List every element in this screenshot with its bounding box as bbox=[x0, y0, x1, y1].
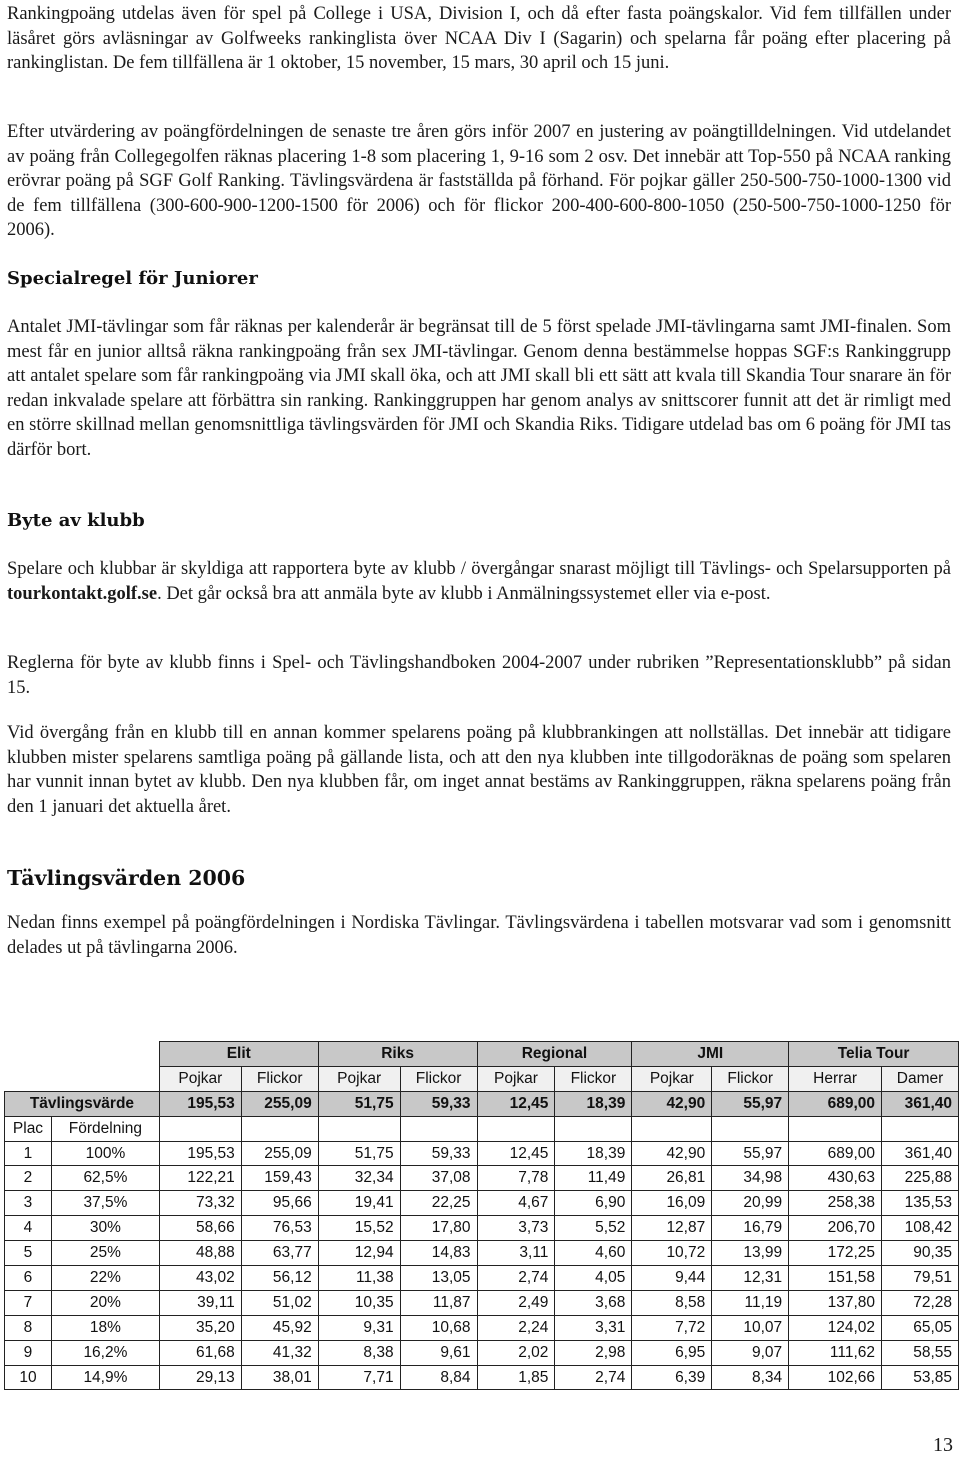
value-cell: 12,94 bbox=[318, 1241, 400, 1266]
value-cell: 1,85 bbox=[477, 1365, 555, 1390]
fordelning-header: Fördelning bbox=[51, 1116, 159, 1141]
value-cell: 8,58 bbox=[632, 1290, 712, 1315]
value-cell: 38,01 bbox=[241, 1365, 318, 1390]
point-distribution-table bbox=[4, 1041, 959, 1390]
value-cell: 48,88 bbox=[159, 1241, 241, 1266]
group-header: Elit bbox=[159, 1042, 318, 1067]
value-cell: 19,41 bbox=[318, 1191, 400, 1216]
paragraph-club-change-rules: Reglerna för byte av klubb finns i Spel- och Tävlingshandboken 2004-2007 under rubriken ”Representationsklubb” på sidan 15. bbox=[7, 653, 951, 698]
value-cell: 73,32 bbox=[159, 1191, 241, 1216]
empty-cell bbox=[241, 1116, 318, 1141]
value-cell: 7,78 bbox=[477, 1166, 555, 1191]
value-cell: 11,87 bbox=[400, 1290, 477, 1315]
value-cell: 43,02 bbox=[159, 1266, 241, 1291]
tavlingsvarde-value: 51,75 bbox=[318, 1091, 400, 1116]
table-plac-header-row bbox=[5, 1116, 959, 1141]
value-cell: 225,88 bbox=[882, 1166, 959, 1191]
group-header: Telia Tour bbox=[789, 1042, 959, 1067]
value-cell: 90,35 bbox=[882, 1241, 959, 1266]
table-row bbox=[5, 1241, 959, 1266]
value-cell: 65,05 bbox=[882, 1315, 959, 1340]
tavlingsvarde-value: 55,97 bbox=[712, 1091, 789, 1116]
plac-cell: 4 bbox=[5, 1216, 52, 1241]
value-cell: 3,68 bbox=[555, 1290, 632, 1315]
fordelning-cell: 18% bbox=[51, 1315, 159, 1340]
fordelning-cell: 14,9% bbox=[51, 1365, 159, 1390]
fordelning-cell: 22% bbox=[51, 1266, 159, 1291]
value-cell: 11,19 bbox=[712, 1290, 789, 1315]
value-cell: 53,85 bbox=[882, 1365, 959, 1390]
page-number: 13 bbox=[933, 1434, 953, 1456]
plac-header: Plac bbox=[5, 1116, 52, 1141]
tavlingsvarde-value: 255,09 bbox=[241, 1091, 318, 1116]
tavlingsvarde-value: 195,53 bbox=[159, 1091, 241, 1116]
value-cell: 35,20 bbox=[159, 1315, 241, 1340]
empty-cell bbox=[159, 1116, 241, 1141]
value-cell: 9,07 bbox=[712, 1340, 789, 1365]
column-subheader: Herrar bbox=[789, 1066, 882, 1091]
tavlingsvarde-value: 59,33 bbox=[400, 1091, 477, 1116]
value-cell: 206,70 bbox=[789, 1216, 882, 1241]
value-cell: 61,68 bbox=[159, 1340, 241, 1365]
tourkontakt-link[interactable]: tourkontakt.golf.se bbox=[7, 583, 158, 604]
empty-cell bbox=[632, 1116, 712, 1141]
empty-cell bbox=[555, 1116, 632, 1141]
table-row bbox=[5, 1365, 959, 1390]
column-subheader: Damer bbox=[882, 1066, 959, 1091]
table-row bbox=[5, 1216, 959, 1241]
column-subheader: Pojkar bbox=[159, 1066, 241, 1091]
value-cell: 8,84 bbox=[400, 1365, 477, 1390]
value-cell: 63,77 bbox=[241, 1241, 318, 1266]
value-cell: 42,90 bbox=[632, 1141, 712, 1166]
plac-cell: 10 bbox=[5, 1365, 52, 1390]
plac-cell: 2 bbox=[5, 1166, 52, 1191]
empty-cell bbox=[318, 1116, 400, 1141]
column-subheader: Pojkar bbox=[632, 1066, 712, 1091]
value-cell: 13,99 bbox=[712, 1241, 789, 1266]
tavlingsvarde-value: 361,40 bbox=[882, 1091, 959, 1116]
value-cell: 59,33 bbox=[400, 1141, 477, 1166]
paragraph-college-ranking: Rankingpoäng utdelas även för spel på College i USA, Division I, och då efter fasta poängskalor. Vid fem tillfällen under läsåret görs avläsningar av Golfweeks rankinglista över NCAA Div I (Sagarin) och spelarna får poäng efter placering på rankinglistan. De fem tillfällena är 1 oktober, 15 november, 15 mars, 30 april och 15 juni. bbox=[7, 4, 951, 74]
value-cell: 4,67 bbox=[477, 1191, 555, 1216]
fordelning-cell: 16,2% bbox=[51, 1340, 159, 1365]
value-cell: 55,97 bbox=[712, 1141, 789, 1166]
value-cell: 111,62 bbox=[789, 1340, 882, 1365]
value-cell: 10,35 bbox=[318, 1290, 400, 1315]
value-cell: 137,80 bbox=[789, 1290, 882, 1315]
table-row bbox=[5, 1166, 959, 1191]
value-cell: 124,02 bbox=[789, 1315, 882, 1340]
value-cell: 255,09 bbox=[241, 1141, 318, 1166]
tavlingsvarde-value: 18,39 bbox=[555, 1091, 632, 1116]
fordelning-cell: 20% bbox=[51, 1290, 159, 1315]
value-cell: 3,11 bbox=[477, 1241, 555, 1266]
group-header: Regional bbox=[477, 1042, 632, 1067]
heading-tavlingsvarden-2006: Tävlingsvärden 2006 bbox=[7, 866, 246, 890]
value-cell: 159,43 bbox=[241, 1166, 318, 1191]
empty-cell bbox=[477, 1116, 555, 1141]
value-cell: 6,90 bbox=[555, 1191, 632, 1216]
value-cell: 56,12 bbox=[241, 1266, 318, 1291]
value-cell: 9,31 bbox=[318, 1315, 400, 1340]
table-group-header-row bbox=[5, 1042, 959, 1067]
column-subheader: Flickor bbox=[555, 1066, 632, 1091]
value-cell: 430,63 bbox=[789, 1166, 882, 1191]
table-row bbox=[5, 1315, 959, 1340]
value-cell: 41,32 bbox=[241, 1340, 318, 1365]
plac-cell: 1 bbox=[5, 1141, 52, 1166]
paragraph-table-intro: Nedan finns exempel på poängfördelningen i Nordiska Tävlingar. Tävlingsvärdena i tabellen motsvarar vad som i genomsnitt delades ut på tävlingarna 2006. bbox=[7, 913, 951, 958]
value-cell: 18,39 bbox=[555, 1141, 632, 1166]
value-cell: 2,02 bbox=[477, 1340, 555, 1365]
value-cell: 11,49 bbox=[555, 1166, 632, 1191]
plac-cell: 9 bbox=[5, 1340, 52, 1365]
empty-cell bbox=[712, 1116, 789, 1141]
column-subheader: Flickor bbox=[400, 1066, 477, 1091]
paragraph-point-adjustment: Efter utvärdering av poängfördelningen de senaste tre åren görs inför 2007 en justering av poängtilldelningen. Vid utdelandet av poäng från Collegegolfen räknas placering 1-8 som placering 1, 9-16 som 2 osv. Det innebär att Top-550 på NCAA ranking erövrar poäng på SGF Golf Ranking. Tävlingsvärdena är fastställda på förhand. För pojkar gäller 250-500-750-1000-1300 vid de fem tillfällena (300-600-900-1200-1500 för 2006) och för flickor 200-400-600-800-1050 (250-500-750-1000-1250 för 2006). bbox=[7, 122, 951, 241]
value-cell: 58,55 bbox=[882, 1340, 959, 1365]
value-cell: 8,38 bbox=[318, 1340, 400, 1365]
plac-cell: 5 bbox=[5, 1241, 52, 1266]
value-cell: 10,07 bbox=[712, 1315, 789, 1340]
value-cell: 172,25 bbox=[789, 1241, 882, 1266]
value-cell: 7,71 bbox=[318, 1365, 400, 1390]
value-cell: 32,34 bbox=[318, 1166, 400, 1191]
empty-cell bbox=[400, 1116, 477, 1141]
tavlingsvarde-value: 689,00 bbox=[789, 1091, 882, 1116]
paragraph-jmi-rule: Antalet JMI-tävlingar som får räknas per kalenderår är begränsat till de 5 först spelade JMI-tävlingarna samt JMI-finalen. Som mest får en junior alltså räkna rankingpoäng från sex JMI-tävlingar. Genom denna bestämmelse hoppas SGF:s Rankinggrupp att antalet spelare som får rankingpoäng via JMI skall öka, och att JMI skall bli ett sätt att kvala till Skandia Tour snarare än för redan inkvalade spelare att förbättra sin ranking. Rankinggruppen har genom analys av snittscorer funnit att det är rimligt med en större skillnad mellan genomsnittliga tävlingsvärden för JMI och Skandia Riks. Tidigare utdelad bas om 6 poäng för JMI tas därför bort. bbox=[7, 317, 951, 460]
column-subheader: Flickor bbox=[712, 1066, 789, 1091]
value-cell: 34,98 bbox=[712, 1166, 789, 1191]
value-cell: 6,95 bbox=[632, 1340, 712, 1365]
value-cell: 12,87 bbox=[632, 1216, 712, 1241]
value-cell: 8,34 bbox=[712, 1365, 789, 1390]
group-header: JMI bbox=[632, 1042, 789, 1067]
value-cell: 9,44 bbox=[632, 1266, 712, 1291]
value-cell: 2,74 bbox=[555, 1365, 632, 1390]
table-row bbox=[5, 1266, 959, 1291]
value-cell: 76,53 bbox=[241, 1216, 318, 1241]
value-cell: 95,66 bbox=[241, 1191, 318, 1216]
value-cell: 122,21 bbox=[159, 1166, 241, 1191]
paragraph-report-club-change bbox=[7, 557, 951, 606]
group-header: Riks bbox=[318, 1042, 477, 1067]
table-corner-empty bbox=[5, 1042, 160, 1067]
value-cell: 58,66 bbox=[159, 1216, 241, 1241]
value-cell: 2,24 bbox=[477, 1315, 555, 1340]
value-cell: 17,80 bbox=[400, 1216, 477, 1241]
column-subheader: Flickor bbox=[241, 1066, 318, 1091]
table-corner-empty bbox=[5, 1066, 160, 1091]
value-cell: 4,05 bbox=[555, 1266, 632, 1291]
tavlingsvarde-label: Tävlingsvärde bbox=[5, 1091, 160, 1116]
table-subheader-row bbox=[5, 1066, 959, 1091]
value-cell: 4,60 bbox=[555, 1241, 632, 1266]
value-cell: 16,79 bbox=[712, 1216, 789, 1241]
empty-cell bbox=[882, 1116, 959, 1141]
value-cell: 2,49 bbox=[477, 1290, 555, 1315]
value-cell: 2,74 bbox=[477, 1266, 555, 1291]
p4-text-c: . Det går också bra att anmäla byte av klubb i Anmälningssystemet eller via e-post. bbox=[157, 583, 771, 604]
tavlingsvarde-value: 12,45 bbox=[477, 1091, 555, 1116]
value-cell: 2,98 bbox=[555, 1340, 632, 1365]
value-cell: 20,99 bbox=[712, 1191, 789, 1216]
value-cell: 195,53 bbox=[159, 1141, 241, 1166]
value-cell: 22,25 bbox=[400, 1191, 477, 1216]
heading-byte-av-klubb: Byte av klubb bbox=[7, 510, 145, 531]
paragraph-club-ranking-reset: Vid övergång från en klubb till en annan kommer spelarens poäng på klubbrankingen att nollställas. Det innebär att tidigare klubben mister spelarens samtliga poäng på gällande lista, och att den nya klubben inte tillgodoräknas de poäng som spelaren har vunnit innan bytet av klubb. Den nya klubben får, om inget annat bestäms av Rankinggruppen, räkna spelarens poäng från den 1 januari det aktuella året. bbox=[7, 723, 951, 817]
column-subheader: Pojkar bbox=[318, 1066, 400, 1091]
value-cell: 14,83 bbox=[400, 1241, 477, 1266]
table-row bbox=[5, 1340, 959, 1365]
value-cell: 151,58 bbox=[789, 1266, 882, 1291]
table-row bbox=[5, 1290, 959, 1315]
value-cell: 45,92 bbox=[241, 1315, 318, 1340]
plac-cell: 3 bbox=[5, 1191, 52, 1216]
value-cell: 5,52 bbox=[555, 1216, 632, 1241]
fordelning-cell: 37,5% bbox=[51, 1191, 159, 1216]
fordelning-cell: 25% bbox=[51, 1241, 159, 1266]
p4-text-a: Spelare och klubbar är skyldiga att rapportera byte av klubb / övergångar snarast möjligt till Tävlings- och Spelarsupporten på bbox=[7, 559, 951, 579]
value-cell: 135,53 bbox=[882, 1191, 959, 1216]
value-cell: 16,09 bbox=[632, 1191, 712, 1216]
plac-cell: 8 bbox=[5, 1315, 52, 1340]
value-cell: 51,02 bbox=[241, 1290, 318, 1315]
table-tavlingsvarde-row bbox=[5, 1091, 959, 1116]
value-cell: 6,39 bbox=[632, 1365, 712, 1390]
value-cell: 39,11 bbox=[159, 1290, 241, 1315]
value-cell: 361,40 bbox=[882, 1141, 959, 1166]
plac-cell: 6 bbox=[5, 1266, 52, 1291]
value-cell: 51,75 bbox=[318, 1141, 400, 1166]
empty-cell bbox=[789, 1116, 882, 1141]
value-cell: 29,13 bbox=[159, 1365, 241, 1390]
value-cell: 79,51 bbox=[882, 1266, 959, 1291]
value-cell: 258,38 bbox=[789, 1191, 882, 1216]
fordelning-cell: 100% bbox=[51, 1141, 159, 1166]
table-row bbox=[5, 1141, 959, 1166]
value-cell: 10,68 bbox=[400, 1315, 477, 1340]
value-cell: 10,72 bbox=[632, 1241, 712, 1266]
value-cell: 7,72 bbox=[632, 1315, 712, 1340]
plac-cell: 7 bbox=[5, 1290, 52, 1315]
value-cell: 12,31 bbox=[712, 1266, 789, 1291]
value-cell: 689,00 bbox=[789, 1141, 882, 1166]
value-cell: 3,31 bbox=[555, 1315, 632, 1340]
value-cell: 15,52 bbox=[318, 1216, 400, 1241]
value-cell: 9,61 bbox=[400, 1340, 477, 1365]
tavlingsvarde-value: 42,90 bbox=[632, 1091, 712, 1116]
value-cell: 37,08 bbox=[400, 1166, 477, 1191]
fordelning-cell: 62,5% bbox=[51, 1166, 159, 1191]
value-cell: 72,28 bbox=[882, 1290, 959, 1315]
value-cell: 11,38 bbox=[318, 1266, 400, 1291]
value-cell: 3,73 bbox=[477, 1216, 555, 1241]
value-cell: 13,05 bbox=[400, 1266, 477, 1291]
value-cell: 102,66 bbox=[789, 1365, 882, 1390]
value-cell: 12,45 bbox=[477, 1141, 555, 1166]
fordelning-cell: 30% bbox=[51, 1216, 159, 1241]
value-cell: 108,42 bbox=[882, 1216, 959, 1241]
heading-juniorer: Specialregel för Juniorer bbox=[7, 268, 258, 289]
column-subheader: Pojkar bbox=[477, 1066, 555, 1091]
table-row bbox=[5, 1191, 959, 1216]
value-cell: 26,81 bbox=[632, 1166, 712, 1191]
